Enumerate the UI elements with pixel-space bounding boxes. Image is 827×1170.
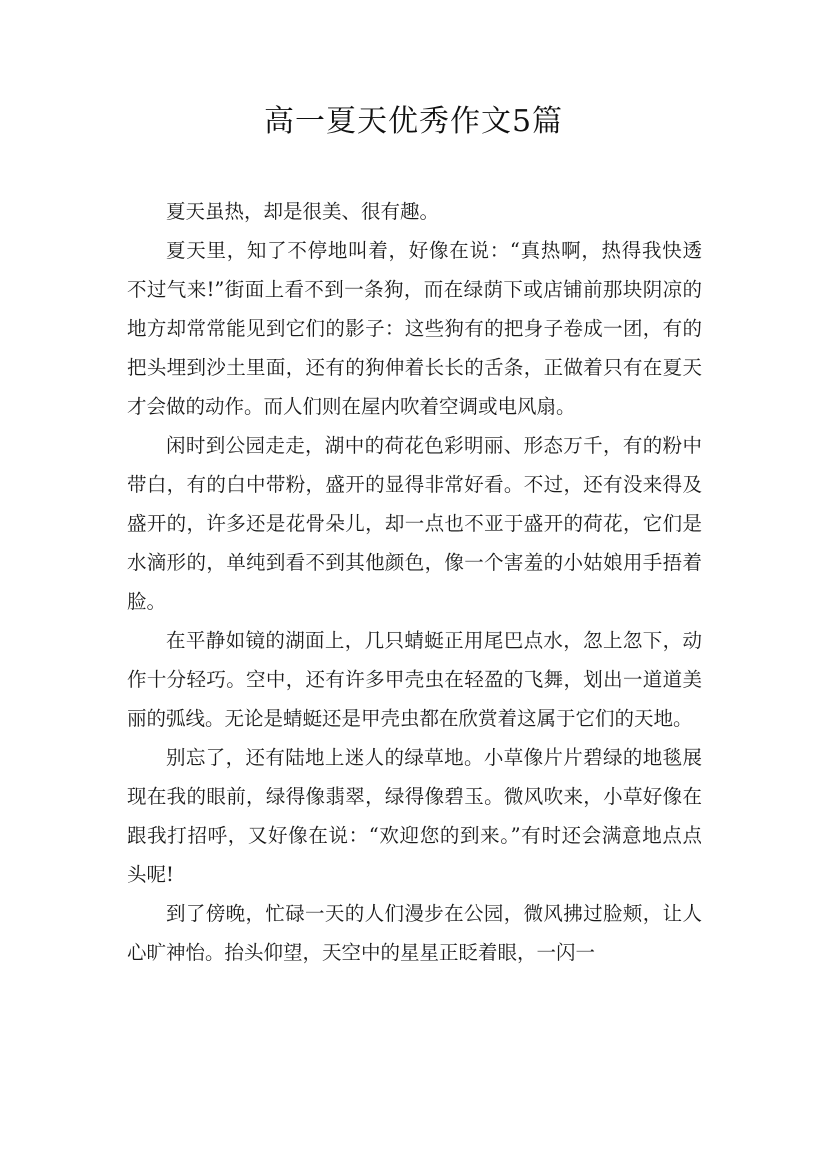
paragraph: 闲时到公园走走，湖中的荷花色彩明丽、形态万千，有的粉中带白，有的白中带粉，盛开的显得非常好看。不过，还有没来得及盛开的，许多还是花骨朵儿，却一点也不亚于盛开的荷花，它们是水滴形的，单纯到看不到其他颜色，像一个害羞的小姑娘用手捂着脸。 [127, 434, 702, 613]
paragraph: 在平静如镜的湖面上，几只蜻蜓正用尾巴点水，忽上忽下，动作十分轻巧。空中，还有许多甲壳虫在轻盈的飞舞，划出一道道美丽的弧线。无论是蜻蜓还是甲壳虫都在欣赏着这属于它们的天地。 [127, 629, 702, 730]
paragraph: 夏天虽热，却是很美、很有趣。 [166, 200, 440, 223]
paragraph: 别忘了，还有陆地上迷人的绿草地。小草像片片碧绿的地毯展现在我的眼前，绿得像翡翠，绿得像碧玉。微风吹来，小草好像在跟我打招呼，又好像在说：“欢迎您的到来。”有时还会满意地点点头呢! [127, 746, 702, 886]
document-body [127, 192, 702, 972]
paragraph: 到了傍晚，忙碌一天的人们漫步在公园，微风拂过脸颊，让人心旷神怡。抬头仰望，天空中的星星正眨着眼，一闪一 [127, 902, 702, 964]
document-title: 高一夏天优秀作文5篇 [263, 104, 564, 139]
paragraph: 夏天里，知了不停地叫着，好像在说：“真热啊，热得我快透不过气来!”街面上看不到一条狗，而在绿荫下或店铺前那块阴凉的地方却常常能见到它们的影子：这些狗有的把身子卷成一团，有的把头埋到沙土里面，还有的狗伸着长长的舌条，正做着只有在夏天才会做的动作。而人们则在屋内吹着空调或电风扇。 [127, 239, 702, 418]
